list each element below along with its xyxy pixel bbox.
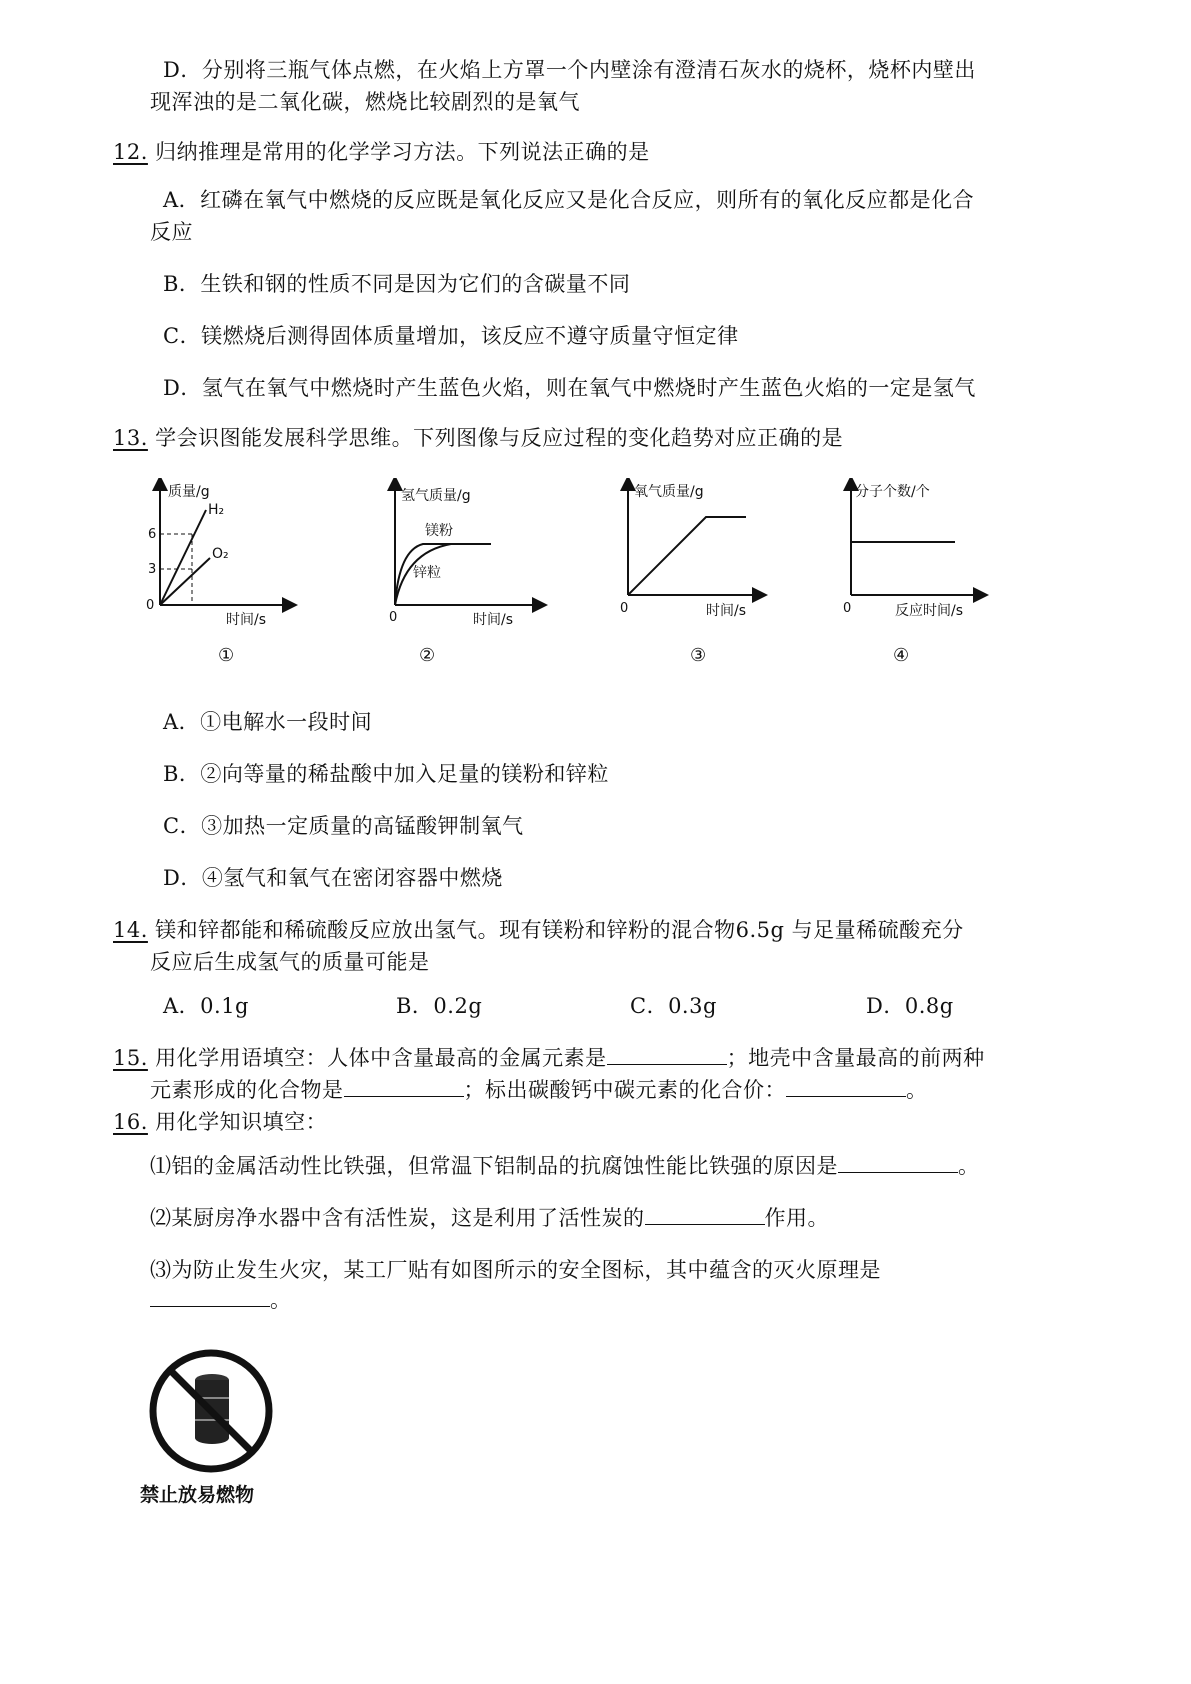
graph-4 (835, 478, 1015, 668)
q14-option-b: B．0.2g (396, 994, 483, 1018)
q12-option-a-line2: 反应 (150, 220, 193, 244)
q15-line2 (150, 1076, 928, 1104)
q16-blank-2[interactable] (645, 1204, 765, 1225)
graph-1 (140, 478, 320, 668)
graph-1-line-h2 (160, 510, 206, 605)
graph-2-label-mg: 镁粉 (425, 523, 453, 539)
q16-blank-3[interactable] (150, 1286, 270, 1307)
q16-part-1-end: 。 (958, 1154, 980, 1178)
no-flammables-sign (146, 1346, 276, 1476)
q16-stem (113, 1108, 327, 1136)
q16-part-3-end: 。 (270, 1288, 292, 1312)
q16-part-1 (150, 1152, 980, 1180)
graph-2 (375, 478, 565, 668)
q13-option-c: C．③加热一定质量的高锰酸钾制氧气 (163, 814, 524, 838)
q15-text-1b: ；地壳中含量最高的前两种 (726, 1046, 985, 1070)
graph-3-line (628, 517, 746, 595)
q12-stem (113, 138, 650, 166)
q12-stem-text: 归纳推理是常用的化学学习方法。下列说法正确的是 (155, 140, 650, 164)
q12-option-a-line1: A．红磷在氧气中燃烧的反应既是氧化反应又是化合反应，则所有的氧化反应都是化合 (163, 188, 975, 212)
graph-1-ylabel: 质量/g (168, 484, 210, 500)
q16-part-3-line1: ⑶为防止发生火灾，某工厂贴有如图所示的安全图标，其中蕴含的灭火原理是 (150, 1258, 881, 1282)
graph-4-ylabel: 分子个数/个 (855, 484, 930, 500)
q13-option-a: A．①电解水一段时间 (163, 710, 373, 734)
q13-number: 13. (113, 426, 148, 450)
q14-stem-line2: 反应后生成氢气的质量可能是 (150, 950, 430, 974)
q14-number: 14. (113, 918, 148, 942)
q16-stem-text: 用化学知识填空： (155, 1110, 328, 1134)
graph-2-curve-mg (395, 544, 491, 605)
graph-2-label-zn: 锌粒 (413, 565, 441, 581)
q14-option-c: C．0.3g (630, 994, 717, 1018)
q16-part-1-text: ⑴铝的金属活动性比铁强，但常温下铝制品的抗腐蚀性能比铁强的原因是 (150, 1154, 838, 1178)
graph-4-caption: ④ (893, 645, 910, 666)
graph-1-xlabel: 时间/s (226, 612, 267, 628)
q16-part-2-end: 作用。 (764, 1206, 829, 1230)
graph-3-xlabel: 时间/s (706, 603, 747, 619)
q13-option-b: B．②向等量的稀盐酸中加入足量的镁粉和锌粒 (163, 762, 609, 786)
q14-stem-line1 (113, 916, 964, 944)
q12-option-c: C．镁燃烧后测得固体质量增加，该反应不遵守质量守恒定律 (163, 324, 739, 348)
graph-1-origin: 0 (146, 598, 155, 613)
graph-1-caption: ① (218, 645, 235, 666)
sign-caption: 禁止放易燃物 (140, 1484, 255, 1506)
q16-number: 16. (113, 1110, 148, 1134)
q15-blank-3[interactable] (786, 1076, 906, 1097)
q11-option-d-line2: 现浑浊的是二氧化碳，燃烧比较剧烈的是氧气 (150, 90, 580, 114)
q15-text-2b: ；标出碳酸钙中碳元素的化合价： (463, 1078, 786, 1102)
q16-part-3-line2 (150, 1286, 292, 1314)
graph-2-ylabel: 氢气质量/g (401, 488, 471, 504)
q14-stem-text-1: 镁和锌都能和稀硫酸反应放出氢气。现有镁粉和锌粉的混合物6.5g 与足量稀硫酸充分 (155, 918, 964, 942)
q12-option-b: B．生铁和钢的性质不同是因为它们的含碳量不同 (163, 272, 631, 296)
q15-line1 (113, 1044, 985, 1072)
graph-3-caption: ③ (690, 645, 707, 666)
graph-3 (610, 478, 790, 668)
q15-blank-1[interactable] (607, 1044, 727, 1065)
graph-4-origin: 0 (843, 601, 852, 616)
graph-1-tick-3: 3 (148, 562, 157, 577)
graph-1-tick-6: 6 (148, 527, 157, 542)
q13-stem-text: 学会识图能发展科学思维。下列图像与反应过程的变化趋势对应正确的是 (155, 426, 844, 450)
q11-option-d-line1: D．分别将三瓶气体点燃，在火焰上方罩一个内壁涂有澄清石灰水的烧杯，烧杯内壁出 (163, 58, 976, 82)
q14-option-d: D．0.8g (866, 994, 954, 1018)
graph-2-origin: 0 (389, 610, 398, 625)
graph-3-ylabel: 氧气质量/g (634, 484, 704, 500)
q12-option-d: D．氢气在氧气中燃烧时产生蓝色火焰，则在氧气中燃烧时产生蓝色火焰的一定是氢气 (163, 376, 976, 400)
q13-stem (113, 424, 843, 452)
q16-part-2 (150, 1204, 829, 1232)
q14-option-a: A．0.1g (163, 994, 250, 1018)
graph-2-xlabel: 时间/s (473, 612, 514, 628)
graph-1-label-o2: O₂ (212, 546, 229, 562)
q13-option-d: D．④氢气和氧气在密闭容器中燃烧 (163, 866, 503, 890)
q12-number: 12. (113, 140, 148, 164)
graph-4-xlabel: 反应时间/s (895, 603, 964, 619)
q15-text-1a: 用化学用语填空：人体中含量最高的金属元素是 (155, 1046, 607, 1070)
graph-3-origin: 0 (620, 601, 629, 616)
graph-2-caption: ② (419, 645, 436, 666)
q16-part-2-text: ⑵某厨房净水器中含有活性炭，这是利用了活性炭的 (150, 1206, 645, 1230)
q15-number: 15. (113, 1046, 148, 1070)
graph-1-label-h2: H₂ (208, 502, 225, 518)
q15-text-2c: 。 (906, 1078, 928, 1102)
q15-text-2a: 元素形成的化合物是 (150, 1078, 344, 1102)
graph-1-line-o2 (160, 558, 210, 605)
q15-blank-2[interactable] (344, 1076, 464, 1097)
q16-blank-1[interactable] (838, 1152, 958, 1173)
